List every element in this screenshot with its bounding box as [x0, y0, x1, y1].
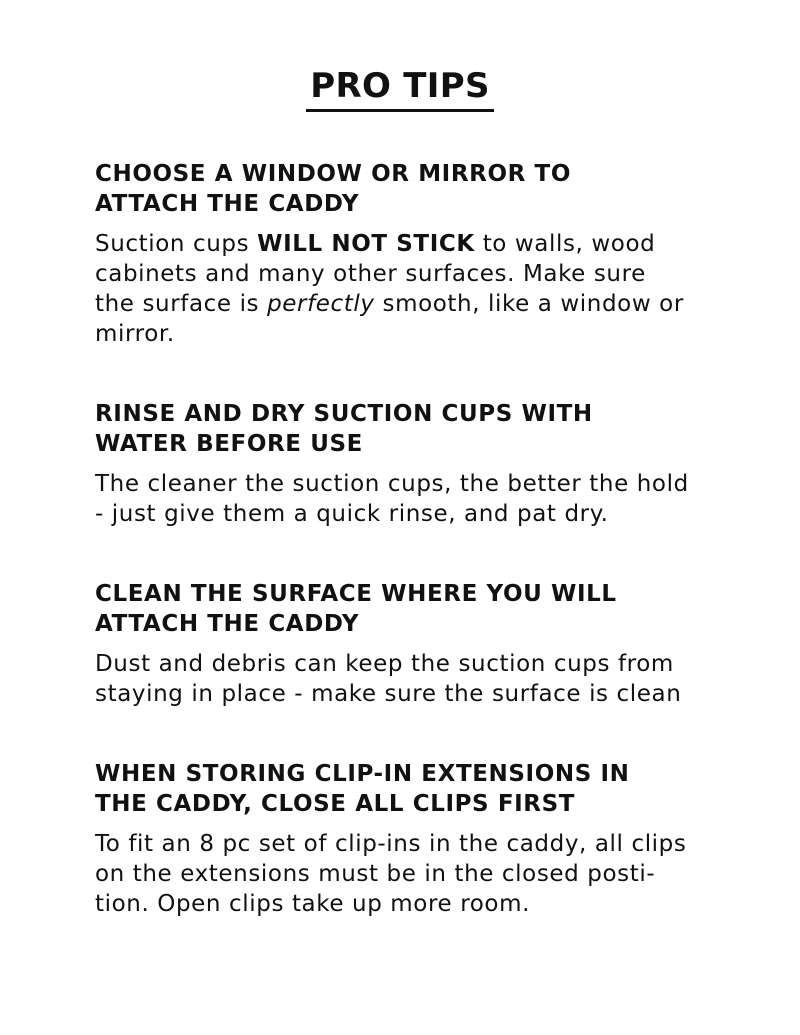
tip-heading-line: CHOOSE A WINDOW OR MIRROR TO: [95, 161, 571, 187]
tip-body-line: [95, 289, 735, 319]
tip-body: [95, 229, 735, 349]
tip-body-text: smooth, like a window or: [374, 291, 684, 317]
tip-rinse-cups: [95, 399, 735, 529]
tip-body-line: mirror.: [95, 321, 175, 347]
tip-heading-line: ATTACH THE CADDY: [95, 611, 360, 637]
page-title: PRO TIPS: [306, 66, 494, 112]
tip-body-italic: perfectly: [267, 291, 375, 317]
tip-choose-surface: [95, 159, 735, 349]
tip-clean-surface: [95, 579, 735, 709]
tip-body: [95, 649, 735, 709]
tip-body-emphasis: WILL NOT STICK: [257, 231, 475, 257]
tip-heading: [95, 399, 735, 459]
tip-body-line: [95, 229, 735, 259]
tip-heading-line: ATTACH THE CADDY: [95, 191, 360, 217]
tip-heading-line: WATER BEFORE USE: [95, 431, 363, 457]
tip-heading-line: RINSE AND DRY SUCTION CUPS WITH: [95, 401, 593, 427]
tip-heading: [95, 159, 735, 219]
tip-body-line: on the extensions must be in the closed posti-: [95, 861, 656, 887]
tip-body-line: - just give them a quick rinse, and pat dry.: [95, 501, 609, 527]
tip-heading: [95, 579, 735, 639]
tip-body-line: The cleaner the suction cups, the better the hold: [95, 471, 689, 497]
tip-heading-line: CLEAN THE SURFACE WHERE YOU WILL: [95, 581, 617, 607]
tip-body-text: Suction cups: [95, 231, 258, 257]
tip-heading-line: WHEN STORING CLIP-IN EXTENSIONS IN: [95, 761, 630, 787]
tip-body-line: tion. Open clips take up more room.: [95, 891, 530, 917]
tip-body-text: the surface is: [95, 291, 268, 317]
tip-close-clips: [95, 759, 735, 919]
title-wrap: [0, 66, 800, 112]
tip-heading: [95, 759, 735, 819]
tip-body: [95, 829, 735, 919]
tip-body-line: Dust and debris can keep the suction cups from: [95, 651, 674, 677]
tip-body-line: cabinets and many other surfaces. Make sure: [95, 261, 646, 287]
tip-body-line: To fit an 8 pc set of clip-ins in the caddy, all clips: [95, 831, 687, 857]
tip-body-text: to walls, wood: [474, 231, 656, 257]
tip-heading-line: THE CADDY, CLOSE ALL CLIPS FIRST: [95, 791, 576, 817]
tip-body-line: staying in place - make sure the surface is clean: [95, 681, 682, 707]
tip-body: [95, 469, 735, 529]
